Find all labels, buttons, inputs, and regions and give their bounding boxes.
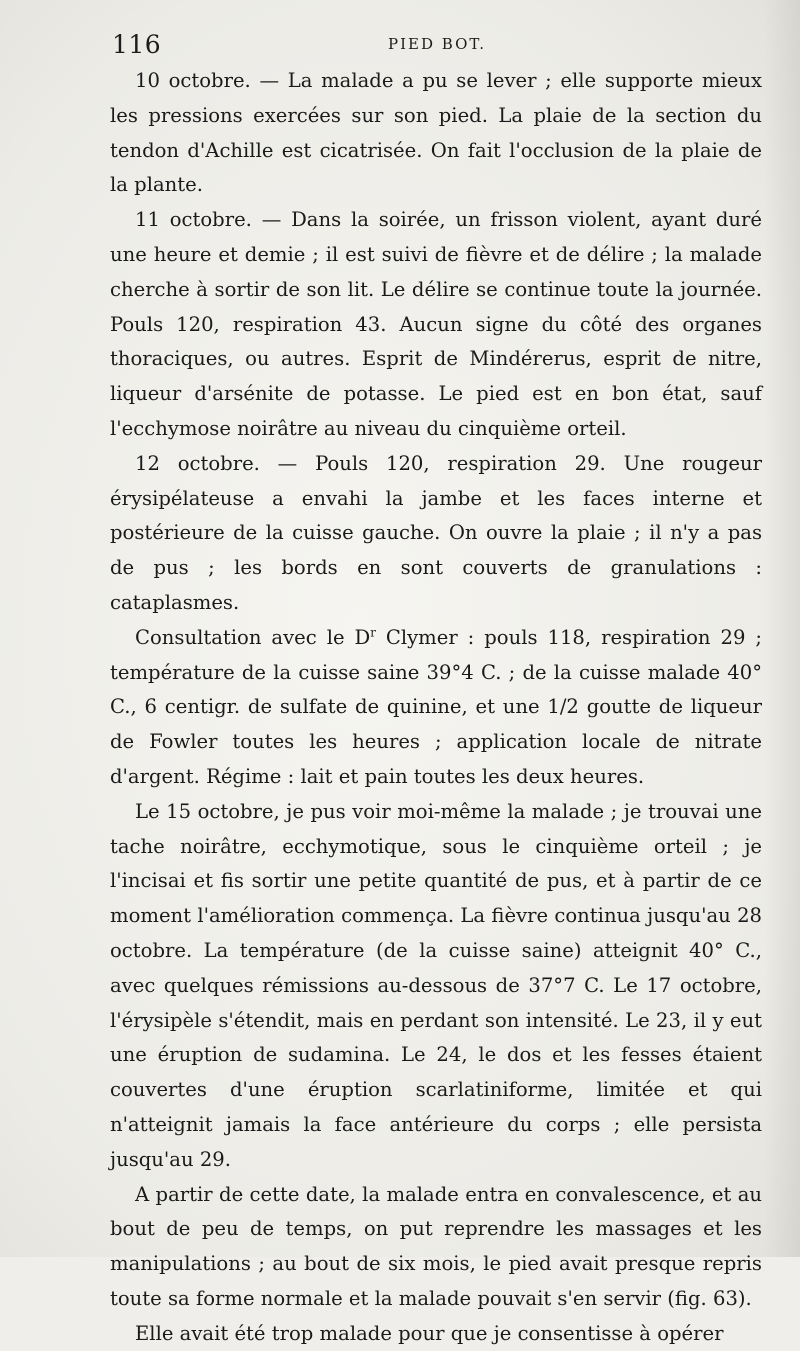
paragraph-convalescence: A partir de cette date, la malade entra en convalescence, et au bout de peu de temps, on put reprendre les massages et les manipulations ; au bout de six mois, le pied avait presque repris toute sa forme normale et la malade pouvait s'en servir (fig. 63). xyxy=(110,1182,762,1310)
paragraph-12-octobre: 12 octobre. — Pouls 120, respiration 29. Une rougeur érysipélateuse a envahi la jambe et les faces interne et postérieure de la cuisse gauche. On ouvre la plaie ; il n'y a pas de pus ; les bords en sont couverts de granulations : cataplasmes. xyxy=(110,451,762,614)
page-number: 116 xyxy=(112,30,162,59)
paragraph-15-octobre: Le 15 octobre, je pus voir moi-même la malade ; je trouvai une tache noirâtre, ecchymotique, sous le cinquième orteil ; je l'incisai et fis sortir une petite quantité de pus, et à partir de ce moment l'amélioration commença. La fièvre continua jusqu'au 28 octobre. La température (de la cuisse saine) atteignit 40° C., avec quelques rémissions au-dessous de 37°7 C. Le 17 octobre, l'érysipèle s'étendit, mais en perdant son intensité. Le 23, il y eut une éruption de sudamina. Le 24, le dos et les fesses étaient couvertes d'une éruption scarlatiniforme, limitée et qui n'atteignit jamais la face antérieure du corps ; elle persista jusqu'au 29. xyxy=(110,799,762,1171)
page-edge-shadow xyxy=(764,0,800,1257)
paragraph-10-octobre: 10 octobre. — La malade a pu se lever ; elle supporte mieux les pressions exercées sur son pied. La plaie de la section du tendon d'Achille est cicatrisée. On fait l'occlusion de la plaie de la plante. xyxy=(110,69,762,197)
paragraph-final-line: Elle avait été trop malade pour que je consentisse à opérer xyxy=(135,1321,724,1345)
running-title: PIED BOT. xyxy=(388,35,486,53)
page-header xyxy=(112,30,762,60)
paragraph-11-octobre: 11 octobre. — Dans la soirée, un frisson violent, ayant duré une heure et demie ; il est suivi de fièvre et de délire ; la malade cherche à sortir de son lit. Le délire se continue toute la journée. Pouls 120, respiration 43. Aucun signe du côté des organes thoraciques, ou autres. Esprit de Mindérerus, esprit de nitre, liqueur d'arsénite de potasse. Le pied est en bon état, sauf l'ecchymose noirâtre au niveau du cinquième orteil. xyxy=(110,208,762,440)
body-text xyxy=(110,64,762,1351)
consultation-text-end: Clymer : pouls 118, respiration 29 ; température de la cuisse saine 39°4 C. ; de la cuisse malade 40° C., 6 centigr. de sulfate de quinine, et une 1/2 goutte de liqueur de Fowler toutes les heures ; application locale de nitrate d'argent. Régime : lait et pain toutes les deux heures. xyxy=(110,625,762,788)
consultation-text-start: Consultation avec le D xyxy=(135,625,371,649)
doctor-abbreviation-superscript: r xyxy=(370,625,376,640)
paragraph-consultation xyxy=(110,621,762,795)
